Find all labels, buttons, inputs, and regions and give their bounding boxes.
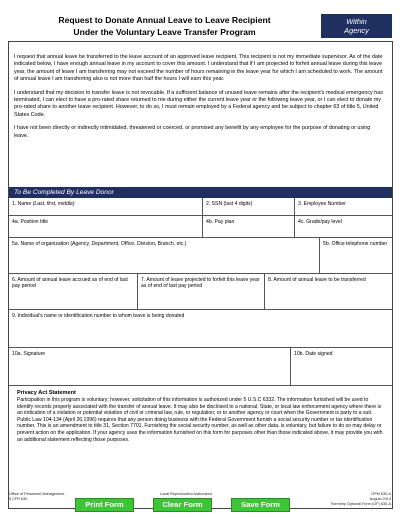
footer-right	[331, 492, 391, 507]
organization-label: 5a. Name of organization (Agency, Department, Office, Division, Branch, etc.)	[12, 241, 187, 247]
form-title	[12, 14, 317, 38]
leave-accrued-label: 6. Amount of annual leave accrued as of end of last pay period	[12, 277, 128, 290]
leave-forfeit-label: 7. Amount of leave projected to forfeit this leave year as of end of last pay period	[141, 277, 260, 290]
date-signed-field[interactable]	[290, 348, 392, 385]
signature-field[interactable]	[9, 348, 290, 385]
recipient-field[interactable]	[9, 310, 392, 347]
clear-form-button[interactable]: Clear Form	[153, 498, 212, 512]
row-identity	[9, 198, 392, 216]
grade-label: 4c. Grade/pay level	[298, 219, 342, 225]
agency-line-1: Within	[346, 17, 367, 26]
row-recipient	[9, 310, 392, 348]
footer-left	[9, 492, 64, 502]
title-line-2: Under the Voluntary Leave Transfer Program	[73, 27, 256, 37]
row-organization	[9, 238, 392, 274]
leave-accrued-field[interactable]	[9, 274, 137, 309]
office-phone-field[interactable]	[319, 238, 392, 273]
name-field[interactable]	[9, 198, 202, 215]
pay-plan-field[interactable]	[202, 216, 294, 237]
employee-number-label: 3. Employee Number	[298, 201, 346, 207]
privacy-act-statement	[9, 387, 392, 466]
row-leave-amounts	[9, 274, 392, 310]
certification-paragraph-1: I request that annual leave be transferred to the leave account of an approved leave recipient. This recipient is not my immediate supervisor. As of the date indicated below, I have enough annual leave in my account to cover this amount. I understand that if I am projected to forfeit annual leave during this leave year, the amount of leave I am transferring may not exceed the number of hours remaining in the leave year for which I am scheduled to work. The amount of annual leave I am transferring also is not more than half the hours I will earn this year.	[14, 54, 383, 83]
footer-form-date: August 2013	[369, 497, 391, 501]
date-signed-label: 10b. Date signed	[294, 351, 333, 357]
name-hint: (Last, first, middle)	[32, 201, 75, 207]
leave-transfer-field[interactable]	[264, 274, 392, 309]
donor-fields-grid	[9, 198, 392, 386]
position-title-label: 4a. Position title	[12, 219, 48, 225]
recipient-label: 9. Individual's name or identification number to whom leave is being donated	[12, 313, 185, 319]
certification-statement	[14, 54, 386, 146]
title-line-1: Request to Donate Annual Leave to Leave Recipient	[58, 15, 271, 25]
privacy-act-title: Privacy Act Statement	[17, 390, 76, 396]
pay-plan-label: 4b. Pay plan	[206, 219, 235, 225]
footer-cfr: 5 CFR 630	[9, 497, 28, 501]
donor-section-header: To Be Completed By Leave Donor	[9, 187, 392, 198]
leave-transfer-label: 8. Amount of annual leave to be transferred	[268, 277, 366, 283]
row-position	[9, 216, 392, 238]
agency-line-2: Agency	[344, 26, 369, 35]
save-form-button[interactable]: Save Form	[231, 498, 290, 512]
position-title-field[interactable]	[9, 216, 202, 237]
organization-field[interactable]	[9, 238, 319, 273]
certification-paragraph-3: I have not been directly or indirectly intimidated, threatened or coerced, or promised any benefit by any employee for the purpose of donating or using leave.	[14, 125, 371, 139]
ssn-label: 2. SSN (last 4 digits)	[206, 201, 253, 207]
within-agency-badge	[321, 14, 392, 38]
footer-center: Local Reproduction Authorized	[160, 492, 212, 496]
certification-paragraph-2: I understand that my decision to transfer leave is not revocable. If a sufficient balance of unused leave remains after the recipient's medical emergency has terminated, I can elect to have a pro-rated share returned to me during either the current leave year or the following leave year, or I can elect to donate my pro-rated share to another leave recipient. However, to do so, I must remain employed by a Federal agency and be subject to chapter 63 of title 5, United States Code.	[14, 89, 383, 118]
name-label: 1. Name	[12, 201, 32, 207]
signature-label: 10a. Signature	[12, 351, 46, 357]
print-form-button[interactable]: Print Form	[75, 498, 134, 512]
row-signature	[9, 348, 392, 386]
employee-number-field[interactable]	[294, 198, 392, 215]
footer-agency: Office of Personnel Management	[9, 492, 65, 496]
leave-forfeit-field[interactable]	[137, 274, 264, 309]
privacy-act-body: Participation in this program is voluntary; however, solicitation of this information is authorized under 5 U.S.C 6332. The information furnished will be used to identify records properly associated with the transfer of annual leave. It may also be disclosed to a national, State, or local law enforcement agency where there is an indication of a violation or potential violation of civil or criminal law, rule, or regulation; or to another agency or court when the Government is party to a suit. Public Law 104-134 (April 26,1996) requires that any person doing business with the Federal Government furnish a social security number or tax identification number. This is an amendment to title 31, Section 7701. Furnishing the social security number, as well as other data, is voluntary, but failure to do so may delay or prevent action on the application. If your agency uses the information furnished on this form for purposes other than those indicated above, it may provide you with an additional statement reflecting those purposes.	[17, 397, 383, 443]
footer-former-form: Formerly Optional Form (OF) 630-A	[330, 502, 391, 506]
ssn-field[interactable]	[202, 198, 294, 215]
grade-field[interactable]	[294, 216, 392, 237]
office-phone-label: 5b. Office telephone number	[323, 241, 388, 247]
footer-form-number: OPM 630-A	[371, 492, 391, 496]
